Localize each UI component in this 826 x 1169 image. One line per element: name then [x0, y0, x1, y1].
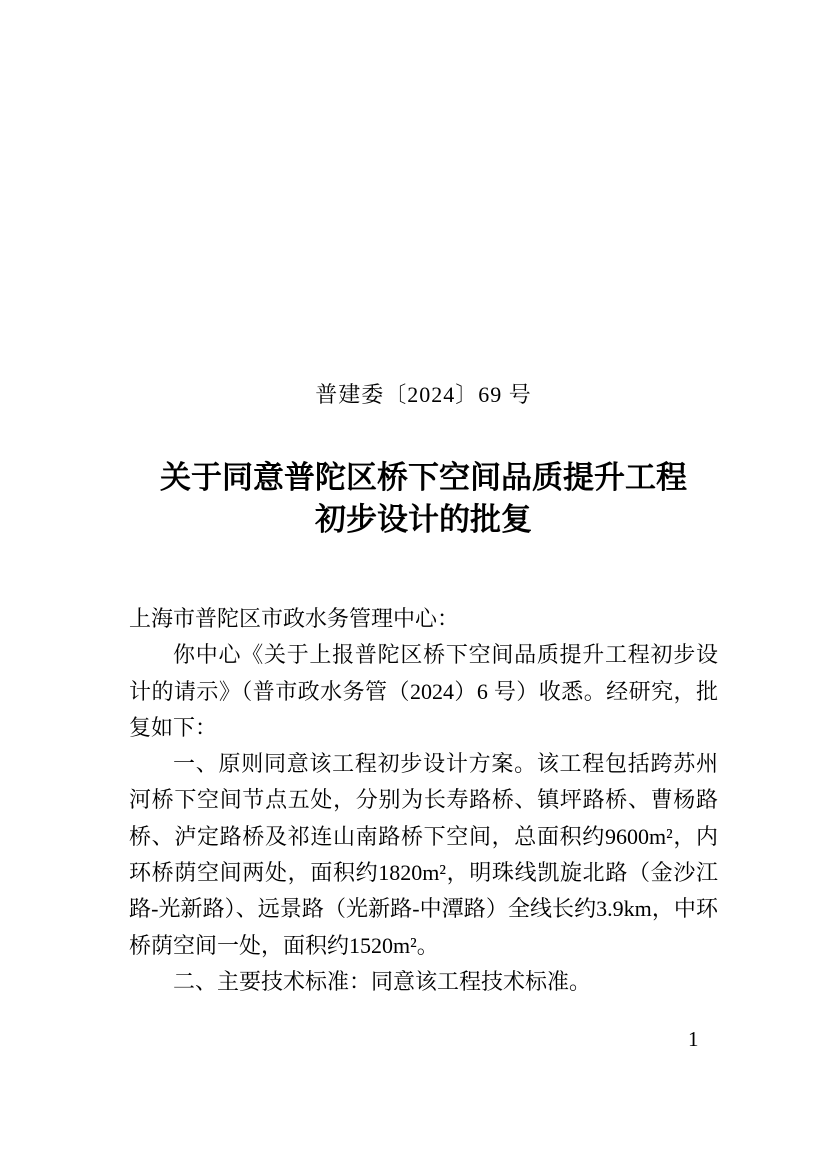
document-body — [129, 601, 718, 1000]
document-title-line-1: 关于同意普陀区桥下空间品质提升工程 — [160, 460, 687, 495]
page-number: 1 — [688, 1027, 699, 1051]
recipient-line: 上海市普陀区市政水务管理中心： — [129, 606, 460, 631]
document-title — [129, 457, 718, 541]
document-content — [129, 0, 718, 1000]
paragraph-item-1: 一、原则同意该工程初步设计方案。该工程包括跨苏州河桥下空间节点五处，分别为长寿路桥、镇坪路桥、曹杨路桥、泸定路桥及祁连山南路桥下空间，总面积约9600m²，内环桥荫空间两处，面积约1820m²，明珠线凯旋北路（金沙江路-光新路）、远景路（光新路-中潭路）全线长约3.9km，中环桥荫空间一处，面积约1520m²。 — [129, 751, 718, 958]
document-title-line-2: 初步设计的批复 — [315, 502, 532, 537]
document-reference-number: 普建委〔2024〕69 号 — [315, 382, 532, 407]
paragraph-item-2: 二、主要技术标准：同意该工程技术标准。 — [173, 968, 592, 994]
paragraph-intro: 你中心《关于上报普陀区桥下空间品质提升工程初步设计的请示》（普市政水务管（2024）6 号）收悉。经研究，批复如下： — [129, 642, 718, 740]
